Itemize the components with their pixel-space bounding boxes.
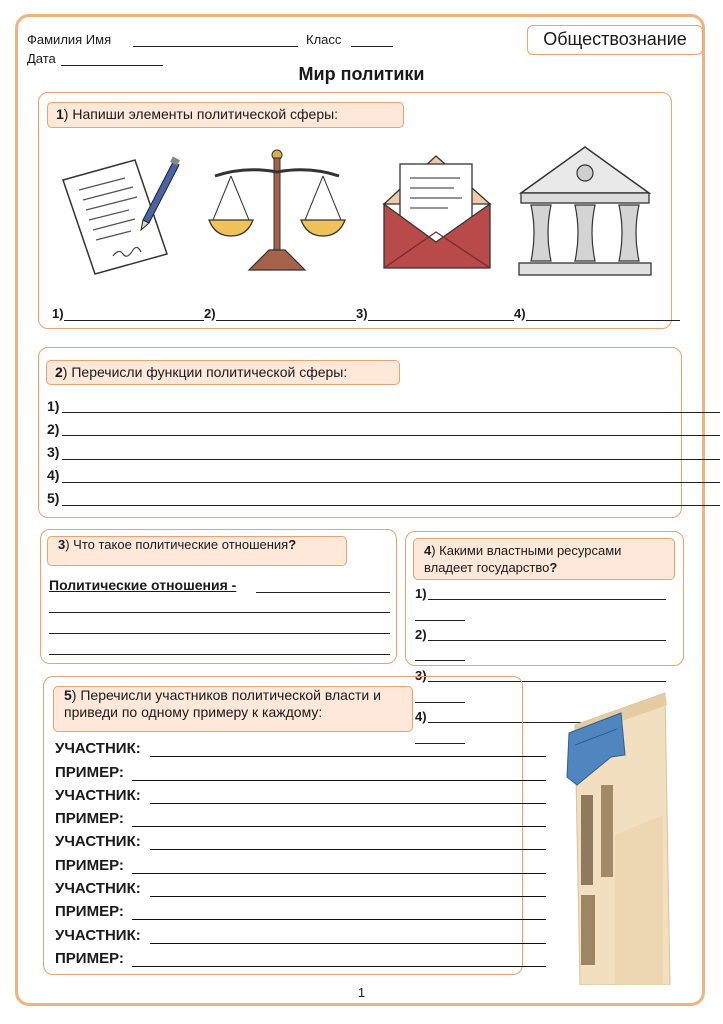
task4-label-4: 4) — [415, 709, 427, 724]
task3-heading — [47, 536, 347, 566]
task4-number: 4 — [424, 543, 432, 558]
task5-text: ) Перечисли участников политической власти и приведи по одному примеру к каждому: — [64, 687, 381, 720]
task2-label-1: 1) — [47, 398, 60, 414]
task4-answer-1b[interactable] — [415, 620, 465, 621]
example-answer-3[interactable] — [132, 873, 546, 874]
task1-label-2: 2) — [204, 306, 216, 321]
task1-answer-4[interactable] — [526, 320, 680, 321]
task1-heading — [47, 102, 404, 128]
name-field[interactable] — [133, 46, 298, 47]
task4-answer-2[interactable] — [428, 640, 666, 641]
participant-answer-4[interactable] — [150, 896, 546, 897]
class-label: Класс — [306, 32, 342, 47]
task1-label-1: 1) — [52, 306, 64, 321]
task1-answer-3[interactable] — [368, 320, 514, 321]
page-number: 1 — [357, 985, 366, 1000]
example-answer-4[interactable] — [132, 919, 546, 920]
task2-label-2: 2) — [47, 421, 60, 437]
task5-heading — [53, 686, 413, 732]
subject-badge: Обществознание — [527, 25, 703, 55]
example-label-5: ПРИМЕР: — [55, 950, 124, 967]
task4-answer-1[interactable] — [428, 599, 666, 600]
task3-definition-label: Политические отношения - — [49, 577, 237, 593]
task1-label-4: 4) — [514, 306, 526, 321]
participant-answer-3[interactable] — [150, 849, 546, 850]
task3-answer-2[interactable] — [49, 612, 390, 613]
task2-text: ) Перечисли функции политической сферы: — [62, 364, 348, 380]
task1-answer-1[interactable] — [64, 320, 204, 321]
task3-answer-3[interactable] — [49, 633, 390, 634]
envelope-icon — [380, 152, 495, 272]
task2-answer-3[interactable] — [62, 459, 720, 460]
scales-icon — [205, 146, 350, 274]
task2-label-4: 4) — [47, 467, 60, 483]
task2-number: 2 — [55, 364, 63, 380]
page-title: Мир политики — [298, 64, 425, 84]
participant-answer-2[interactable] — [150, 803, 546, 804]
task2-label-3: 3) — [47, 444, 60, 460]
participant-answer-1[interactable] — [150, 756, 546, 757]
participant-label-4: УЧАСТНИК: — [55, 880, 141, 897]
date-label: Дата — [27, 51, 56, 66]
task3-number: 3 — [58, 537, 66, 552]
example-answer-5[interactable] — [132, 966, 546, 967]
task1-label-3: 3) — [356, 306, 368, 321]
government-building-icon — [515, 143, 655, 281]
task4-answer-2b[interactable] — [415, 660, 465, 661]
task2-answer-2[interactable] — [62, 435, 720, 436]
class-field[interactable] — [351, 46, 393, 47]
task1-answer-2[interactable] — [216, 320, 356, 321]
task3-answer-4[interactable] — [49, 654, 390, 655]
participant-label-1: УЧАСТНИК: — [55, 740, 141, 757]
participant-label-5: УЧАСТНИК: — [55, 927, 141, 944]
task2-answer-4[interactable] — [62, 482, 720, 483]
task2-answer-5[interactable] — [62, 505, 720, 506]
document-pen-icon — [55, 152, 185, 277]
name-label: Фамилия Имя — [27, 32, 112, 47]
task5-number: 5 — [64, 687, 72, 703]
task3-question-mark: ? — [288, 537, 297, 552]
task3-answer-1[interactable] — [256, 592, 390, 593]
example-label-4: ПРИМЕР: — [55, 903, 124, 920]
participant-label-2: УЧАСТНИК: — [55, 787, 141, 804]
participant-answer-5[interactable] — [150, 943, 546, 944]
task4-question-mark: ? — [549, 560, 558, 575]
task4-label-2: 2) — [415, 627, 427, 642]
example-label-3: ПРИМЕР: — [55, 857, 124, 874]
example-label-1: ПРИМЕР: — [55, 764, 124, 781]
task2-heading — [46, 360, 400, 385]
task4-text: ) Какими властными ресурсами владеет государство — [424, 543, 622, 575]
example-answer-1[interactable] — [132, 780, 546, 781]
task4-label-1: 1) — [415, 586, 427, 601]
task1-text: ) Напиши элементы политической сферы: — [63, 106, 339, 122]
task4-label-3: 3) — [415, 668, 427, 683]
task4-heading — [413, 538, 675, 580]
task2-label-5: 5) — [47, 490, 60, 506]
building-illustration-icon — [555, 685, 675, 985]
task3-text: ) Что такое политические отношения — [65, 537, 289, 552]
task2-answer-1[interactable] — [62, 412, 720, 413]
example-answer-2[interactable] — [132, 826, 546, 827]
example-label-2: ПРИМЕР: — [55, 810, 124, 827]
participant-label-3: УЧАСТНИК: — [55, 833, 141, 850]
task1-number: 1 — [56, 106, 64, 122]
